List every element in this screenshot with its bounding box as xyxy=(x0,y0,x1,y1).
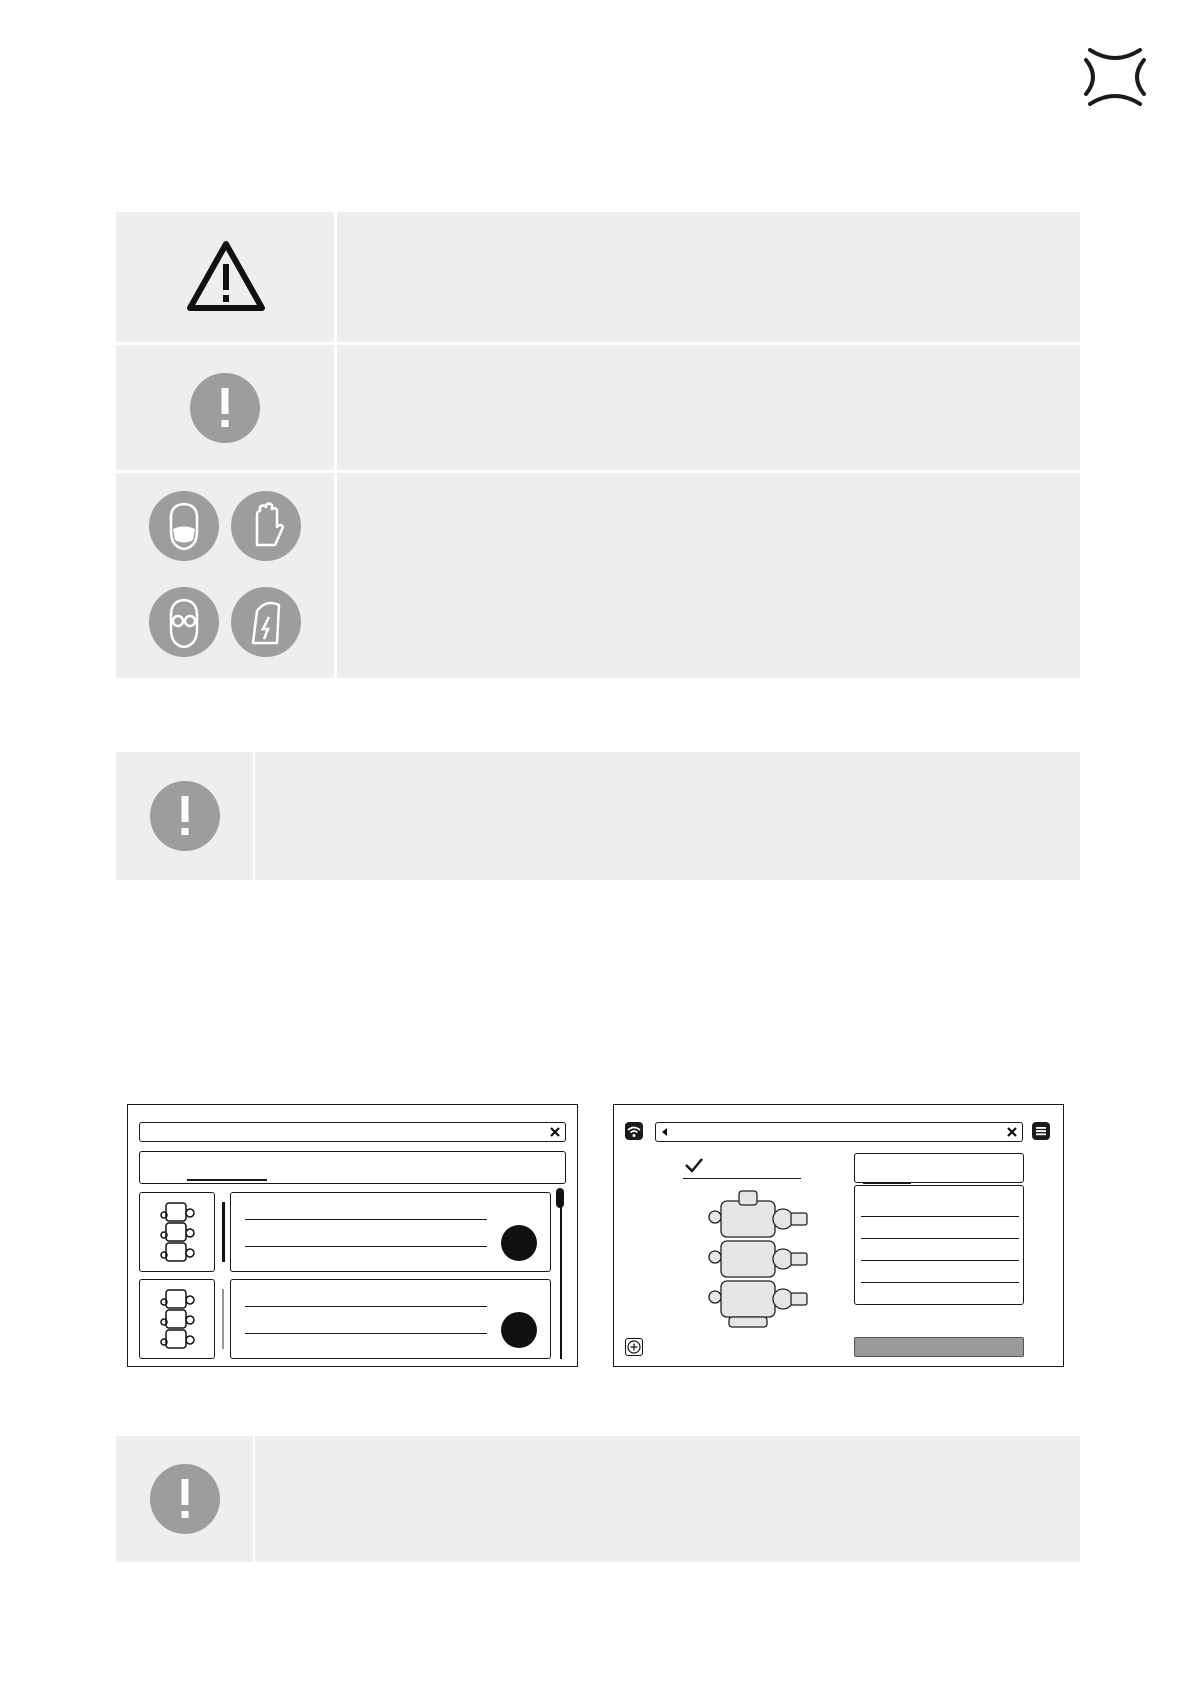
note-1-text-cell xyxy=(255,752,1080,880)
safety-row-warning-text xyxy=(337,212,1080,342)
list-item[interactable] xyxy=(861,1282,1019,1283)
face-mask-icon xyxy=(149,491,219,561)
wifi-icon[interactable] xyxy=(625,1122,643,1140)
list-item-title xyxy=(245,1306,487,1307)
dropdown-list[interactable] xyxy=(854,1185,1024,1305)
valve-thumbnail-icon xyxy=(139,1279,215,1359)
gloves-icon xyxy=(231,491,301,561)
status-dot[interactable] xyxy=(501,1312,537,1348)
note-2-text-cell xyxy=(255,1436,1080,1562)
brand-logo xyxy=(1080,42,1150,112)
scrollbar-track[interactable] xyxy=(560,1192,562,1359)
add-circle-icon[interactable] xyxy=(625,1338,643,1356)
list-item-card[interactable] xyxy=(230,1279,551,1359)
list-item-subtitle xyxy=(245,1246,487,1247)
tab-active-underline xyxy=(187,1179,267,1181)
list-item[interactable] xyxy=(861,1238,1019,1239)
check-icon xyxy=(684,1157,704,1173)
scrollbar-thumb[interactable] xyxy=(556,1188,564,1208)
screen-left xyxy=(127,1104,578,1367)
protective-clothing-icon xyxy=(231,587,301,657)
safety-row-caution xyxy=(116,345,334,470)
note-2-icon-cell xyxy=(116,1436,253,1562)
safety-row-ppe xyxy=(116,473,334,678)
screen-right xyxy=(613,1104,1064,1367)
list-item-subtitle xyxy=(245,1333,487,1334)
brand-x-logo-icon xyxy=(1080,42,1150,112)
list-item[interactable] xyxy=(139,1279,569,1359)
valve-thumbnail-icon xyxy=(139,1192,215,1272)
confirm-button[interactable] xyxy=(854,1337,1024,1357)
valve-assembly-icon xyxy=(699,1187,814,1337)
safety-row-ppe-text xyxy=(337,473,1080,678)
selection-bar xyxy=(222,1202,225,1262)
dropdown-underline xyxy=(863,1182,911,1184)
selection-bar xyxy=(222,1289,224,1349)
list-item-card[interactable] xyxy=(230,1192,551,1272)
search-bar[interactable] xyxy=(139,1122,566,1142)
back-arrow-icon[interactable] xyxy=(660,1127,670,1137)
exclamation-icon xyxy=(190,373,260,443)
tab-bar[interactable] xyxy=(139,1151,566,1184)
warning-triangle-icon xyxy=(186,240,266,312)
list-item-title xyxy=(245,1219,487,1220)
note-box-1 xyxy=(116,752,1080,880)
status-dot[interactable] xyxy=(501,1225,537,1261)
note-1-icon-cell xyxy=(116,752,253,880)
menu-icon[interactable] xyxy=(1032,1122,1050,1140)
safety-table xyxy=(116,212,1080,678)
safety-row-caution-text xyxy=(337,345,1080,470)
safety-glasses-icon xyxy=(149,587,219,657)
close-icon[interactable] xyxy=(549,1126,561,1138)
list-item[interactable] xyxy=(861,1260,1019,1261)
status-underline xyxy=(683,1178,801,1179)
exclamation-icon xyxy=(150,781,220,851)
list-item[interactable] xyxy=(139,1192,569,1272)
note-box-2 xyxy=(116,1436,1080,1562)
dropdown-field[interactable] xyxy=(854,1153,1024,1183)
title-bar[interactable] xyxy=(655,1122,1023,1142)
list-item[interactable] xyxy=(861,1216,1019,1217)
close-icon[interactable] xyxy=(1006,1126,1018,1138)
exclamation-icon xyxy=(150,1464,220,1534)
safety-row-warning xyxy=(116,212,334,342)
